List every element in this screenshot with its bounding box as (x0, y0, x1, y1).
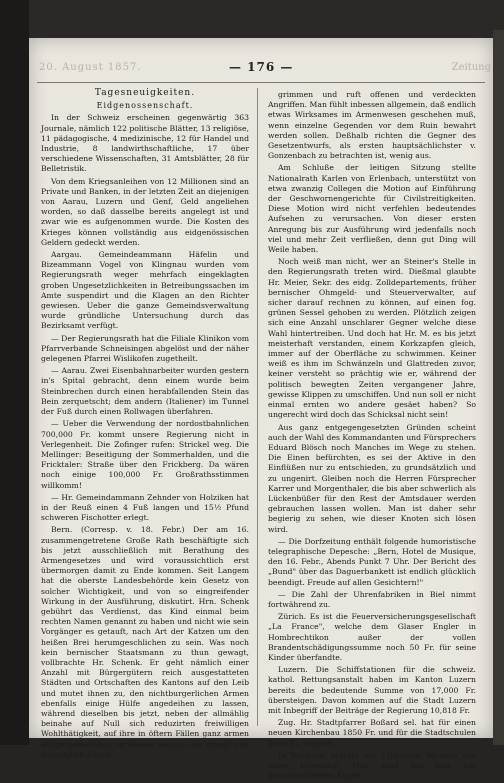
page-number: — 176 — (229, 60, 294, 74)
newspaper-page (29, 38, 493, 781)
right-paragraph: grimmen und ruft offenen und verdeckten Angriffen. Man fühlt inbessen allgemein, daß endlich etwas Wirksames im Armenwesen geschehen muß, wenn einzelne Gegenden vor dem Ruin bewahrt werden sollen. Deßhalb richten die Gegner des Gesetzentwurfs, als ersten hauptsächlichster v. Gonzenbach zu betrachten ist, wenig aus. (268, 90, 476, 161)
right-paragraph: Aus ganz entgegengesetzten Gründen scheint auch der Wahl des Kommandanten und Fürsprechers Eduard Blösch noch Manches im Wege zu stehen. Die Einen befürchten, es sei der Aktive in den Einflüßen nur zu entschieden, zu grundsätzlich und zu ungenirt. Gleiben noch die Herren Fürsprecher Karrer und Morgenthaler, die bis aber schwerlich als Lückenbüßer für den Rest der Amtsdauer werden gebrauchen lassen wollen. Man ist daher sehr begierig zu sehen, wie dieser Knoten sich lösen wird. (268, 422, 476, 534)
left-paragraph: — Ueber die Verwendung der nordostbahnlichen 700,000 Fr. kommt unsere Regierung nicht in Verlegenheit. Die Zofinger rufen: Strickel weg. Die Mellinger: Beseitigung der Sommerhalden, und die Fricktaler: Straße über den Frickberg. Da wären noch einige 100,000 Fr. Großrathsstimmen willkomm! (41, 419, 249, 490)
right-paragraph: Luzern. Die Schiffstationen für die schweiz. kathol. Rettungsanstalt haben im Kanton Luzern bereits die bedeutende Summe von 17,000 Fr. übersteigen. Davon kommen auf die Stadt Luzern mit Inbegriff der Beiträge der Regierung 10,818 Fr. (268, 665, 476, 715)
header-title: Zeitung (451, 62, 491, 73)
right-paragraph: In Neuheim stürzte ein 21jähriger Mensch von einer Felswand. Man fand ihn todt mit zerschmettertem Kopfe. (268, 750, 476, 781)
right-paragraph: Zürich. Es ist die Feuerversicherungsgesellschaft „La France", welche dem Glaser Engler in Hombrechtikon außer der vollen Brandentschädigungssumme noch 50 Fr. für seine Kinder überfandte. (268, 612, 476, 662)
left-paragraph: — Der Regierungsrath hat die Filiale Klinikon vom Pfarrverbande Schneisingen abgelöst und der näher gelegenen Pfarrei Wislikofen zugetheilt. (41, 333, 249, 364)
right-paragraph: — Die Zahl der Uhrenfabriken in Biel nimmt fortwährend zu. (268, 589, 476, 609)
section-title: Tagesneuigkeiten. (94, 88, 196, 98)
left-paragraph: — Hr. Gemeindammann Zehnder von Holziken hat in der Reuß einen 4 Fuß langen und 15½ Pfund schweren Fischotter erlegt. (41, 492, 249, 523)
right-paragraph: — Die Dorfzeitung enthält folgende humoristische telegraphische Depesche: „Bern, Hotel de Musique, den 16. Febr., Abends Punkt 7 Uhr. Der Bericht des „Bund" über das Daguerbankett ist endlich glücklich beendigt. Freude auf allen Gesichtern!" (268, 536, 476, 587)
header-rule (37, 82, 485, 83)
scan-left-border (0, 0, 29, 745)
scan-right-border (493, 30, 504, 745)
right-paragraph: Am Schluße der leitigen Sitzung stellte Nationalrath Karlen von Erlenbach, unterstützt von etwa zwanzig Collegen die Motion auf Einführung der Geschwornengerichte für Civilstreitigkeiten. Diese Motion wird nicht verfehlen bedeutendes Aufsehen zu verursachen. Von dieser ersten Anregung bis zur Ausführung wird jedenfalls noch viel und mehr Zeit verfließen, denn gut Ding will Weile haben. (268, 163, 476, 255)
left-column (41, 86, 249, 762)
right-paragraph: Zug. Hr. Stadtpfarrer Boßard sel. hat für einen neuen Kirchenbau 1850 Fr. und für die Stadtschulen 2000 Fr. vergabt. (268, 718, 476, 748)
left-paragraph: Bern. (Corresp. v. 18. Febr.) Der am 16. zusammengetretene Große Rath beschäftigte sich bis jetzt ausschließlich mit Berathung des Armengesetzes und wird voraussichtlich erst übermorgen damit zu Ende kommen. Seit Langem hat die oberste Landesbehörde kein Gesetz von solcher Wichtigkeit, und von so eingreifender Wirkung in der Ausführung, diskutirt. Hrn. Schenk gebührt das Verdienst, das Kind einmal beim rechten Namen genannt zu haben und nicht wie sein Vorgänger es getauft, nach Art der Katzen um den heißen Brei herumgeschlichen zu sein. Was noch kein bernischer Staatsmann zu thun gewagt, vollbrachte Hr. Schenk. Er geht nämlich einer Anzahl mit Bürgergütern reich ausgestatteten Städten und Ortschaften des Kantons auf den Leib und mutet ihnen zu, den nichtburgerlichen Armen ebenfalls einige Hülfe angedeihen zu lassen, während dieselben bis jetzt, neben der allmählig beinahe auf Null sich reduzirten freiwilligen Wohlthätigkeit, auf ihre in öftern Fällen ganz armen Bürgergemeinden verwiesen waren. Das erregt nun männiglich Bauch- (41, 525, 249, 759)
scan-top-border (0, 0, 504, 38)
left-paragraph: In der Schweiz erscheinen gegenwärtig 363 Journale, nämlich 122 politische Blätter, 13 religiöse, 11 pädagogische, 4 medizinische, 12 für Handel und Industrie, 8 landwirthschaftliche, 17 über verschiedene Wissenschaften, 31 Amtsblätter, 28 für Belletristik. (41, 113, 249, 174)
right-column (268, 90, 476, 783)
right-paragraph: Noch weiß man nicht, wer an Steiner's Stelle in den Regierungsrath treten wird. Dießmal glaubte Hr. Meier, Sekr. des eidg. Zolldepartements, früher bernischer Ohmgeld- und Steuerverwalter, auf sicher darauf rechnen zu können, auf einen fog. grünen Sessel gehoben zu werden. Plötzlich zeigen sich eine Anzahl unschlarer Gegner welche diese Wahl hintertreiben. Und doch hat Hr. M. es bis jetzt meisterhaft verstanden, einem Korkzapfen gleich, immer auf der Oberfläche zu schwimmen. Keiner weiß es ihm im Schwänzeln und Glattreden zuvor, keiner versteht so prächtig wie er, während der politisch bewegten Zeiten vergangener Jahre, gewisse Klippen zu umschiffen. Und nun soll er nicht einmal ernten wo andere gesäet haben? So ungerecht wird doch das Schicksal nicht sein! (268, 257, 476, 420)
column-divider (257, 88, 258, 726)
header-date: 20. August 1857. (39, 62, 142, 73)
subsection-title: Eidgenossenschaft. (96, 101, 194, 111)
left-paragraph: Aargau. Gemeindeammann Häfelin und Bizeammann Vogel von Klingnau wurden vom Regierungsrath weger mehrfach eingeklagten groben Ungesetzlichkeiten in Betreibungssachen im Amte suspendirt und die Klagen an den Richter gewiesen. Ueber die ganze Gemeindsverwaltung wurde gründliche Untersuchung durch das Bezirksamt verfügt. (41, 250, 249, 331)
left-paragraph: Von dem Kriegsanleihen von 12 Millionen sind an Private und Banken, in der letzten Zeit an diejenigen von Aarau, Luzern und Genf, Geld angeliehen worden, so daß dasselbe bereits angelegt ist und zwar wie es aufgenommen wurde. Die Kosten des Krieges können vollständig aus eidgenössischen Geldern gedeckt werden. (41, 176, 249, 247)
left-paragraph: — Aarau. Zwei Eisenbahnarbeiter wurden gestern in's Spital gebracht, denn einem wurde beim Steinbrechen durch einen herabfallenden Stein das Bein zerquetscht; dem andern (Italiener) im Tunnel der Fuß durch einen Rollwagen überfahren. (41, 366, 249, 417)
